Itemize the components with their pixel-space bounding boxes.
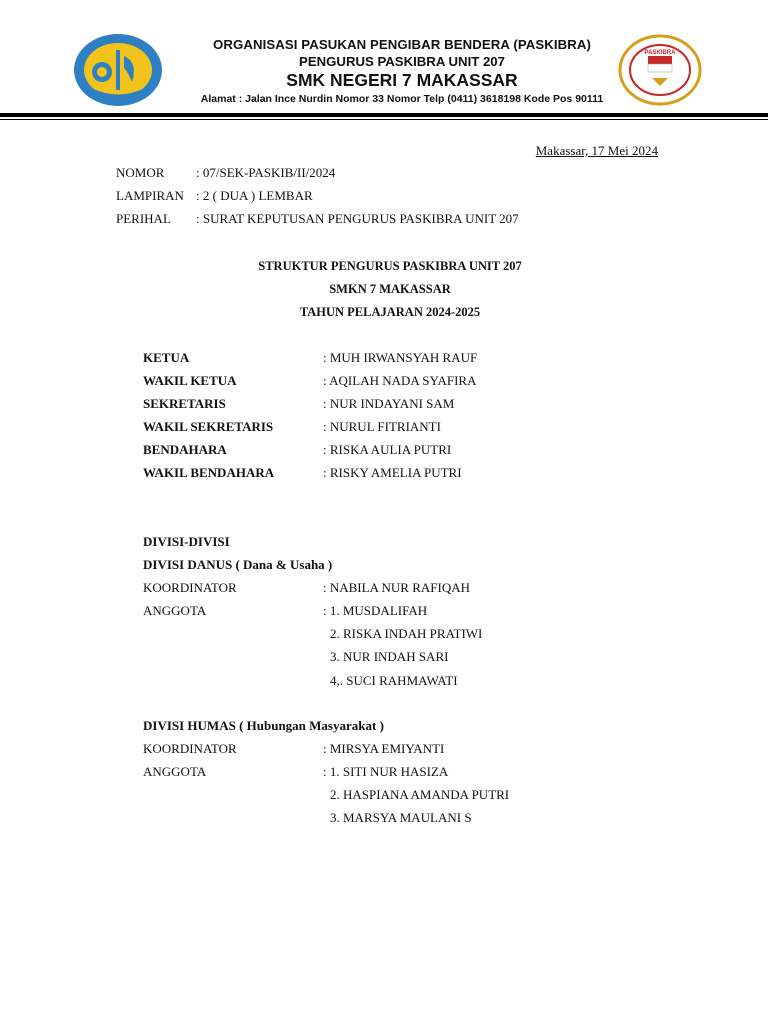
humas-koordinator <box>143 741 444 757</box>
member-name: : 1. SITI NUR HASIZA <box>323 764 449 779</box>
officer-name: : RISKA AULIA PUTRI <box>323 442 452 457</box>
org-name: ORGANISASI PASUKAN PENGIBAR BENDERA (PASKIBRA) <box>212 37 592 52</box>
officer-role: BENDAHARA <box>143 442 227 457</box>
lampiran-value: : 2 ( DUA ) LEMBAR <box>196 188 313 203</box>
anggota-label: ANGGOTA <box>143 603 207 618</box>
nomor-label: NOMOR <box>116 165 165 180</box>
danus-heading: DIVISI DANUS ( Dana & Usaha ) <box>143 557 333 572</box>
member-name: 2. RISKA INDAH PRATIWI <box>330 626 483 641</box>
header-divider <box>0 113 768 117</box>
officer-row <box>143 396 454 412</box>
divisions-heading: DIVISI-DIVISI <box>143 534 230 549</box>
anggota-label: ANGGOTA <box>143 764 207 779</box>
danus-anggota <box>143 603 427 619</box>
officer-role: KETUA <box>143 350 190 365</box>
letter-date: Makassar, 17 Mei 2024 <box>535 143 658 158</box>
officer-name: : AQILAH NADA SYAFIRA <box>323 373 477 388</box>
officer-role: SEKRETARIS <box>143 396 226 411</box>
koordinator-value: : MIRSYA EMIYANTI <box>323 741 445 756</box>
officer-row <box>143 373 477 389</box>
doc-title-2: SMKN 7 MAKASSAR <box>329 282 451 296</box>
perihal-label: PERIHAL <box>116 211 171 226</box>
ref-perihal <box>116 211 519 227</box>
member-name: : 1. MUSDALIFAH <box>323 603 428 618</box>
member-name: 4,. SUCI RAHMAWATI <box>330 673 458 688</box>
officer-name: : RISKY AMELIA PUTRI <box>323 465 462 480</box>
header-divider-thin <box>0 119 768 120</box>
humas-heading: DIVISI HUMAS ( Hubungan Masyarakat ) <box>143 718 384 733</box>
member-name: 3. MARSYA MAULANI S <box>330 810 472 825</box>
koordinator-value: : NABILA NUR RAFIQAH <box>323 580 470 595</box>
officer-role: WAKIL BENDAHARA <box>143 465 275 480</box>
officer-role: WAKIL SEKRETARIS <box>143 419 274 434</box>
humas-anggota <box>143 764 448 780</box>
doc-title-1: STRUKTUR PENGURUS PASKIBRA UNIT 207 <box>258 259 522 273</box>
officer-name: : MUH IRWANSYAH RAUF <box>323 350 478 365</box>
svg-text:PASKIBRA: PASKIBRA <box>644 50 676 56</box>
ref-lampiran <box>116 188 313 204</box>
unit-name: PENGURUS PASKIBRA UNIT 207 <box>299 54 505 69</box>
officer-row <box>143 465 462 481</box>
officer-row <box>143 419 441 435</box>
danus-koordinator <box>143 580 470 596</box>
officer-name: : NURUL FITRIANTI <box>323 419 441 434</box>
school-name: SMK NEGERI 7 MAKASSAR <box>286 70 518 90</box>
lampiran-label: LAMPIRAN <box>116 188 184 203</box>
officer-row <box>143 442 451 458</box>
address: Alamat : Jalan Ince Nurdin Nomor 33 Nomor Telp (0411) 3618198 Kode Pos 90111 <box>200 93 604 105</box>
perihal-value: : SURAT KEPUTUSAN PENGURUS PASKIBRA UNIT 207 <box>196 211 519 226</box>
koordinator-label: KOORDINATOR <box>143 580 237 595</box>
nomor-value: : 07/SEK-PASKIB/II/2024 <box>196 165 336 180</box>
officer-role: WAKIL KETUA <box>143 373 237 388</box>
koordinator-label: KOORDINATOR <box>143 741 237 756</box>
officer-row <box>143 350 477 366</box>
doc-title-3: TAHUN PELAJARAN 2024-2025 <box>299 305 481 319</box>
member-name: 2. HASPIANA AMANDA PUTRI <box>330 787 510 802</box>
member-name: 3. NUR INDAH SARI <box>330 649 449 664</box>
officer-name: : NUR INDAYANI SAM <box>323 396 455 411</box>
ref-nomor <box>116 165 335 181</box>
